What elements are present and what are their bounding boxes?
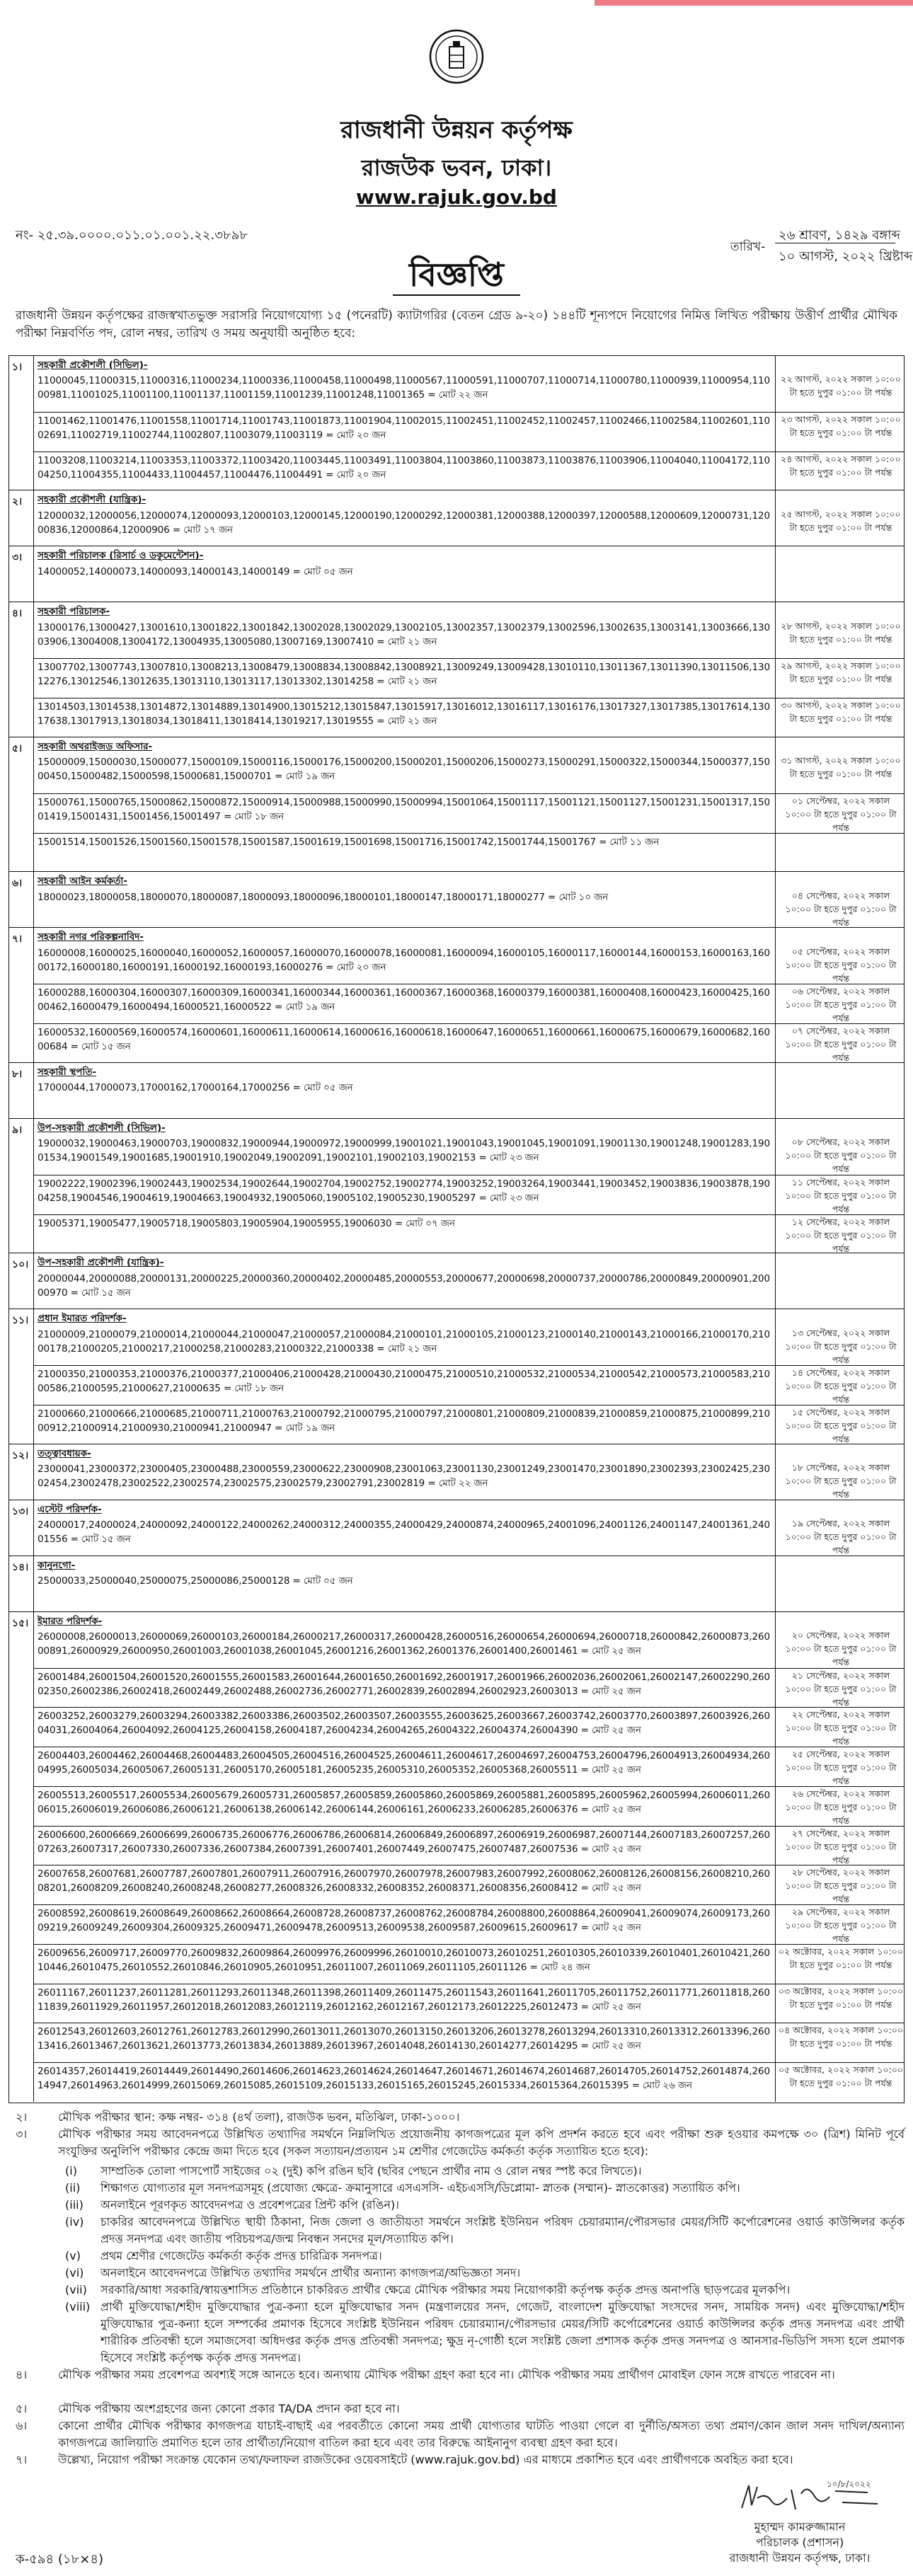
interview-date-time: ২৫ আগস্ট, ২০২২ সকাল ১০:০০ টা হতে দুপুর ০১:০০ টা পর্যন্ত — [781, 508, 901, 533]
post-title: এস্টেট পরিদর্শক- — [38, 1503, 102, 1515]
roll-numbers: 16000008,16000025,16000040,16000052,16000057,16000070,16000078,16000081,16000094,16000105,16000117,16000144,16000153,16000163,16000172,16000180,16000191,16000192,16000193,16000276 = মোট ২০ জন — [38, 947, 770, 973]
schedule-row — [33, 1214, 904, 1254]
interview-date-time: ০৫ অক্টোবর, ২০২২ সকাল ১০:০০ টা হতে দুপুর ০১:০০ টা পর্যন্ত — [778, 2064, 904, 2089]
schedule-row — [33, 1079, 904, 1119]
schedule-row — [33, 1326, 904, 1366]
post-title: উপ-সহকারী প্রকৌশলী (সিভিল)- — [38, 1122, 166, 1134]
schedule-row — [33, 1023, 904, 1063]
interview-date-time: ২১ সেপ্টেম্বর, ২০২২ সকাল ১০:০০ টা হতে দুপুর ০১:০০ টা পর্যন্ত — [785, 1669, 897, 1708]
org-website-link[interactable]: www.rajuk.gov.bd — [356, 185, 557, 209]
item-text: প্রার্থী মুক্তিযোদ্ধা/শহীদ মুক্তিযোদ্ধার পুত্র-কন্যা হলে মুক্তিযোদ্ধার সনদ (মন্ত্রণালয়ের সনদ, গেজেট, বাংলাদেশ মুক্তিযোদ্ধা সংসদের সনদ, সাময়িক সনদ) এবং মুক্তিযোদ্ধা/শহীদ মুক্তিযোদ্ধার পুত্র-কন্যা হলে সম্পর্কের প্রমাণক হিসেবে সংশ্লিষ্ট ইউনিয়ন পরিষদ চেয়ারম্যান/পৌরসভার মেয়র/সিটি কর্পোরেশনের ওয়ার্ড কাউন্সিলর কর্তৃক প্রদত্ত সনদপত্র এবং প্রার্থী শারীরিক প্রতিবন্ধী হলে সমাজসেবা অধিদপ্তর কর্তৃক প্রদত্ত প্রতিবন্ধী সনদপত্র; ক্ষুদ্র নৃ-গোষ্ঠী হলে সংশ্লিষ্ট জেলা প্রশাসক কর্তৃক প্রদত্ত সনদপত্র ও আনসার-ভিডিপি সদস্য হলে প্রমাণক হিসেবে সংশ্লিষ্ট কর্তৃপক্ষ কর্তৃক প্রদত্ত সনদপত্র। — [101, 2300, 905, 2364]
roll-numbers: 15000009,15000030,15000077,15000109,15000116,15000176,15000200,15000201,15000206,15000273,15000291,15000322,15000344,15000377,15000450,15000482,15000598,15000681,15000701 = মোট ১৯ জন — [38, 757, 770, 783]
roll-numbers: 21000009,21000079,21000014,21000044,21000047,21000057,21000084,21000101,21000105,21000123,21000140,21000143,21000166,21000170,21000178,21000205,21000217,21000258,21000283,21000322,21000338 = মোট ২১ জন — [38, 1328, 770, 1355]
item-number: (iii) — [65, 2198, 84, 2212]
group-number: ৪। — [12, 608, 23, 620]
roll-numbers: 23000041,23000372,23000405,23000488,23000559,23000622,23000908,23001063,23001130,23001249,23001470,23001890,23002393,23002425,23002454,23002478,23002522,23002574,23002575,23002579,23002791,23002819 = মোট ২২ জন — [38, 1464, 770, 1490]
post-title: সহকারী অথরাইজড অফিসার- — [38, 740, 153, 752]
roll-numbers: 21000660,21000666,21000685,21000711,21000763,21000792,21000795,21000797,21000801,21000809,21000839,21000859,21000875,21000899,21000912,21000914,21000930,21000941,21000947 = মোট ১৯ জন — [38, 1408, 770, 1434]
group-number: ১৫। — [12, 1617, 29, 1629]
interview-date-time: ১৪ সেপ্টেম্বর, ২০২২ সকাল ১০:০০ টা হতে দুপুর ০১:০০ টা পর্যন্ত — [785, 1367, 897, 1405]
schedule-row — [33, 754, 904, 793]
org-building: রাজউক ভবন, ঢাকা। — [361, 154, 552, 181]
interview-date-time: ২৯ সেপ্টেম্বর, ২০২২ সকাল ১০:০০ টা হতে দুপুর ০১:০০ টা পর্যন্ত — [785, 1907, 897, 1945]
post-group — [9, 872, 904, 928]
item-text: মৌখিক পরীক্ষার সময় আবেদনপত্রে উল্লিখিত তথ্যাদির সমর্থনে নিম্নলিখিত প্রয়োজনীয় কাগজপত্রের মূল কপি প্রদর্শন করতে হবে এবং পরীক্ষা শুরু হওয়ার কমপক্ষে ৩০ (ত্রিশ) মিনিট পূর্বে সংযুক্তির অনুলিপি পরীক্ষার কেন্দ্রে জমা দিতে হবে (সকল সত্যায়ন/প্রত্যয়ন ১ম শ্রেণীর গেজেটেড কর্মকর্তা কর্তৃক সত্যায়িত হতে হবে): — [58, 2127, 905, 2158]
schedule-row — [33, 1904, 904, 1944]
schedule-row — [33, 1405, 904, 1444]
schedule-row — [33, 658, 904, 698]
group-number: ৬। — [12, 878, 23, 890]
post-title: সহকারী প্রকৌশলী (যান্ত্রিক)- — [38, 494, 147, 506]
roll-numbers: 13014503,13014538,13014872,13014889,13014900,13015212,13015847,13015917,13016012,13016117,13016176,13017327,13017385,13017614,13017638,13017913,13018034,13018411,13018414,13019217,13019555 = মোট ২১ জন — [38, 701, 770, 728]
interview-date-time: ০৪ অক্টোবর, ২০২২ সকাল ১০:০০ টা হতে দুপুর ০১:০০ টা পর্যন্ত — [778, 2025, 904, 2049]
group-number: ১০। — [12, 1259, 29, 1271]
group-number: ১। — [12, 362, 23, 373]
schedule-row — [33, 452, 904, 491]
item-number: (iv) — [65, 2215, 84, 2229]
post-group — [9, 1253, 904, 1309]
item-text: সাম্প্রতিক তোলা পাসপোর্ট সাইজের ০২ (দুই) কপি রঙিন ছবি (ছবির পেছনে প্রার্থীর নাম ও রোল নম্বর স্পষ্ট করে লিখতে)। — [101, 2164, 642, 2178]
item-number: (vi) — [65, 2266, 84, 2279]
roll-numbers: 26008592,26008619,26008649,26008662,26008664,26008728,26008737,26008762,26008784,26008800,26008864,26009041,26009074,26009173,26009219,26009249,26009304,26009325,26009471,26009478,26009513,26009538,26009587,26009615,26009617 = মোট ২৫ জন — [38, 1908, 770, 1934]
post-title: প্রধান ইমারত পরিদর্শক- — [38, 1313, 127, 1325]
interview-date-time: ২৩ আগস্ট, ২০২২ সকাল ১০:০০ টা হতে দুপুর ০১:০০ টা পর্যন্ত — [781, 413, 901, 438]
roll-numbers: 26009656,26009717,26009770,26009832,26009864,26009976,26009996,26010010,26010073,26010251,26010305,26010339,26010401,26010421,26010446,26010475,26010552,26010846,26010905,26010951,26011007,26011069,26011105,26011126 = মোট ২৪ জন — [38, 1947, 770, 1973]
schedule-row — [33, 2062, 904, 2102]
memo-number: নং- ২৫.৩৯.০০০০.০১১.০১.০০১.২২.৩৮৯৮ — [16, 228, 248, 243]
item-text: প্রথম শ্রেণীর গেজেটেড কর্মকর্তা কর্তৃক প্রদত্ত চারিত্রিক সনদপত্র। — [101, 2249, 382, 2262]
item-number: (v) — [65, 2249, 81, 2262]
interview-date-time: ২২ সেপ্টেম্বর, ২০২২ সকাল ১০:০০ টা হতে দুপুর ০১:০০ টা পর্যন্ত — [785, 1709, 897, 1747]
interview-date-time: ০৫ সেপ্টেম্বর, ২০২২ সকাল ১০:০০ টা হতে দুপুর ০১:০০ টা পর্যন্ত — [785, 945, 897, 984]
roll-numbers: 25000033,25000040,25000075,25000086,25000128 = মোট ০৫ জন — [38, 1575, 353, 1587]
group-number: ১১। — [12, 1315, 29, 1327]
roll-numbers: 24000017,24000024,24000092,24000122,24000262,24000312,24000355,24000429,24000874,24000965,24001096,24001126,24001147,24001361,24001556 = মোট ১৫ জন — [38, 1519, 770, 1545]
schedule-row — [33, 2023, 904, 2062]
schedule-row — [33, 945, 904, 984]
roll-numbers: 14000052,14000073,14000093,14000143,14000149 = মোট ০৫ জন — [38, 565, 353, 577]
roll-numbers: 13007702,13007743,13007810,13008213,13008479,13008834,13008842,13008921,13009249,13009428,13010110,13011367,13011390,13011506,13012276,13012546,13012635,13013110,13013117,13013302,13014258 = মোট ২১ জন — [38, 662, 770, 688]
roll-numbers: 21000350,21000353,21000376,21000377,21000406,21000428,21000430,21000475,21000510,21000532,21000534,21000542,21000573,21000583,21000586,21000595,21000627,21000635 = মোট ১৮ জন — [38, 1369, 770, 1395]
roll-numbers: 26004403,26004462,26004468,26004483,26004505,26004516,26004525,26004611,26004617,26004697,26004753,26004796,26004913,26004934,26004995,26005034,26005067,26005131,26005170,26005181,26005235,26005310,26005352,26005368,26005511 = মোট ২৫ জন — [38, 1750, 770, 1776]
date-label: তারিখ- — [730, 240, 766, 254]
schedule-row — [33, 1786, 904, 1826]
schedule-row — [33, 619, 904, 659]
group-number: ৭। — [12, 933, 23, 945]
date-bangla: ২৬ শ্রাবণ, ১৪২৯ বঙ্গাব্দ — [779, 228, 901, 243]
schedule-row — [33, 1984, 904, 2023]
item-text: মৌখিক পরীক্ষার সময় প্রবেশপত্র অবশ্যই সঙ্গে আনতে হবে। অন্যথায় মৌখিক পরীক্ষা গ্রহণ করা হবে না। মৌখিক পরীক্ষার সময় প্রার্থীগণ মোবাইল ফোন সঙ্গে রাখতে পারবেন না। — [58, 2368, 835, 2381]
roll-numbers: 26012543,26012603,26012761,26012783,26012990,26013011,26013070,26013150,26013206,26013278,26013294,26013310,26013312,26013396,26013416,26013467,26013621,26013773,26013834,26013889,26013967,26014048,26014130,26014277,26014295 = মোট ২৫ জন — [38, 2026, 770, 2052]
schedule-row — [33, 372, 904, 412]
roll-numbers: 18000023,18000058,18000070,18000087,18000093,18000096,18000101,18000147,18000171,18000277 = মোট ১০ জন — [38, 891, 609, 903]
schedule-row — [33, 507, 904, 547]
roll-numbers: 19005371,19005477,19005718,19005803,19005904,19005955,19006030 = মোট ০৭ জন — [38, 1217, 455, 1229]
post-title: সহকারী প্রকৌশলী (সিভিল)- — [38, 360, 148, 371]
post-title: সহকারী আইন কর্মকর্তা- — [38, 875, 127, 887]
item-text: চাকরির আবেদনপত্রে উল্লিখিত স্থায়ী ঠিকানা, নিজ জেলা ও জাতীয়তা সমর্থনে সংশ্লিষ্ট ইউনিয়ন পরিষদ চেয়ারম্যান/পৌরসভার মেয়র/সিটি কর্পোরেশনের ওয়ার্ড কাউন্সিলর কর্তৃক প্রদত্ত সনদপত্র এবং জাতীয় পরিচয়পত্র/জন্ম নিবন্ধন সনদের মূল/সত্যায়িত কপি। — [101, 2215, 905, 2246]
roll-numbers: 19002222,19002396,19002443,19002534,19002644,19002704,19002752,19002774,19003252,19003264,19003441,19003452,19003836,19003878,19004258,19004546,19004619,19004663,19004932,19005060,19005102,19005230,19005297 = মোট ২৩ জন — [38, 1178, 770, 1204]
item-number: ২। — [16, 2110, 28, 2124]
item-number: (viii) — [65, 2300, 91, 2313]
signatory-org: রাজধানী উন্নয়ন কর্তৃপক্ষ, ঢাকা। — [729, 2551, 871, 2565]
group-number: ৮। — [12, 1068, 23, 1080]
item-number: (i) — [65, 2164, 77, 2178]
post-group — [9, 1500, 904, 1556]
item-number: (ii) — [65, 2181, 81, 2195]
schedule-row — [33, 984, 904, 1023]
interview-date-time: ৩১ আগস্ট, ২০২২ সকাল ১০:০০ টা হতে দুপুর ০১:০০ টা পর্যন্ত — [781, 755, 901, 780]
roll-numbers: 26007658,26007681,26007787,26007801,26007911,26007916,26007970,26007978,26007983,26007992,26008062,26008126,26008156,26008210,26008201,26008209,26008240,26008248,26008277,26008326,26008332,26008352,26008371,26008356,26008412 = মোট ২৫ জন — [38, 1868, 770, 1894]
interview-date-time: ০৪ সেপ্টেম্বর, ২০২২ সকাল ১০:০০ টা হতে দুপুর ০১:০০ টা পর্যন্ত — [785, 890, 897, 928]
post-group — [9, 356, 904, 490]
post-title: সহকারী নগর পরিকল্পনাবিদ- — [38, 931, 144, 943]
roll-numbers: 11001462,11001476,11001558,11001714,11001743,11001873,11001904,11002015,11002451,11002452,11002457,11002466,11002584,11002601,11002691,11002719,11002744,11002807,11003079,11003119 = মোট ২০ জন — [38, 415, 770, 441]
signature — [736, 2477, 885, 2522]
roll-numbers: 26006600,26006669,26006699,26006735,26006776,26006786,26006814,26006849,26006897,26006919,26006987,26007144,26007183,26007257,26007263,26007317,26007330,26007336,26007384,26007391,26007401,26007449,26007475,26007487,26007536 = মোট ২৫ জন — [38, 1829, 770, 1855]
item-number: (vii) — [65, 2283, 87, 2296]
group-number: ৩। — [12, 552, 23, 564]
post-group — [9, 490, 904, 546]
interview-date-time: ২৭ সেপ্টেম্বর, ২০২২ সকাল ১০:০০ টা হতে দুপুর ০১:০০ টা পর্যন্ত — [785, 1827, 897, 1865]
signatory-name: মুহাম্মদ কামরুজ্জামান — [754, 2520, 846, 2534]
schedule-row — [33, 1826, 904, 1865]
item-text: কোনো প্রার্থীর মৌখিক পরীক্ষার কাগজপত্র যাচাই-বাছাই এর পরবর্তীতে কোনো সময় প্রার্থী যোগ্যতার ঘাটতি পাওয়া গেলে বা দুর্নীতি/অসত্য তথ্য প্রমাণ/কোন জাল সনদ দাখিল/অন্যান্য কাগজপত্রে জালিয়াতি প্রমাণিত হলে তার প্রার্থীতা/নিয়োগ বাতিল করা হবে এবং তার বিরুদ্ধে আইনানুগ ব্যবস্থা গ্রহণ করা হবে। — [58, 2419, 905, 2449]
interview-date-time: ২৫ সেপ্টেম্বর, ২০২২ সকাল ১০:০০ টা হতে দুপুর ০১:০০ টা পর্যন্ত — [785, 1749, 897, 1787]
roll-numbers: 26001484,26001504,26001520,26001555,26001583,26001644,26001650,26001692,26001917,26001966,26002036,26002061,26002147,26002290,26002350,26002386,26002418,26002449,26002488,26002736,26002771,26002839,26002894,26002923,26003013 = মোট ২৫ জন — [38, 1671, 770, 1697]
interview-date-time: ০১ সেপ্টেম্বর, ২০২২ সকাল ১০:০০ টা হতে দুপুর ০১:০০ টা পর্যন্ত — [785, 795, 897, 833]
schedule-row — [33, 1365, 904, 1405]
schedule-row — [33, 412, 904, 452]
item-number: ৪। — [16, 2368, 28, 2381]
interview-date-time: ০৮ সেপ্টেম্বর, ২০২২ সকাল ১০:০০ টা হতে দুপুর ০১:০০ টা পর্যন্ত — [785, 1137, 897, 1175]
item-number: ৩। — [16, 2127, 28, 2141]
interview-date-time: ২২ আগস্ট, ২০২২ সকাল ১০:০০ টা হতে দুপুর ০১:০০ টা পর্যন্ত — [781, 374, 901, 398]
schedule-row — [33, 698, 904, 737]
schedule-row — [33, 1461, 904, 1500]
rajuk-emblem-icon — [428, 28, 485, 85]
roll-numbers: 11003208,11003214,11003353,11003372,11003420,11003445,11003491,11003804,11003860,11003873,11003876,11003906,11004040,11004172,11004250,11004355,11004433,11004457,11004476,11004491 = মোট ২০ জন — [38, 454, 770, 481]
post-title: তত্ত্বাবধায়ক- — [38, 1447, 91, 1459]
post-group — [9, 602, 904, 737]
item-text: উল্লেখ্য, নিয়োগ পরীক্ষা সংক্রান্ত যেকোন তথ্য/ফলাফল রাজউকের ওয়েবসাইটে (www.rajuk.gov.bd) এর মাধ্যমে প্রকাশিত হবে এবং প্রার্থীগণকে অবহিত করা হবে। — [58, 2453, 793, 2466]
title-underline — [393, 294, 520, 296]
item-number: ৭। — [16, 2453, 28, 2466]
notice-title: বিজ্ঞপ্তি — [409, 255, 504, 294]
post-group — [9, 737, 904, 872]
post-group — [9, 1119, 904, 1253]
item-text: মৌখিক পরীক্ষার স্থান: কক্ষ নম্বর- ৩১৪ (৪র্থ তলা), রাজউক ভবন, মতিঝিল, ঢাকা-১০০০। — [58, 2110, 460, 2124]
interview-date-time: ০৬ সেপ্টেম্বর, ২০২২ সকাল ১০:০০ টা হতে দুপুর ০১:০০ টা পর্যন্ত — [785, 986, 897, 1024]
schedule-row — [33, 1865, 904, 1904]
roll-numbers: 26011167,26011237,26011281,26011293,26011348,26011398,26011409,26011475,26011543,26011641,26011705,26011752,26011771,26011818,26011839,26011929,26011957,26012018,26012083,26012119,26012162,26012167,26012173,26012225,26012473 = মোট ২৫ জন — [38, 1986, 770, 2013]
post-group — [9, 1556, 904, 1612]
schedule-row — [33, 889, 904, 928]
date-gregorian: ১০ আগস্ট, ২০২২ খ্রিষ্টাব্দ — [779, 249, 913, 264]
group-number: ১৪। — [12, 1561, 29, 1573]
roll-numbers: 13000176,13000427,13001610,13001822,13001842,13002028,13002029,13002105,13002357,13002379,13002596,13002635,13003141,13003666,13003906,13004008,13004172,13004935,13005080,13007169,13007410 = মোট ২১ জন — [38, 621, 770, 648]
roll-numbers: 20000044,20000088,20000131,20000225,20000360,20000402,20000485,20000553,20000677,20000698,20000737,20000786,20000849,20000901,20000970 = মোট ১৫ জন — [38, 1272, 770, 1299]
schedule-row — [33, 1668, 904, 1708]
interview-date-time: ১৯ সেপ্টেম্বর, ২০২২ সকাল ১০:০০ টা হতে দুপুর ০১:০০ টা পর্যন্ত — [785, 1518, 897, 1556]
post-group — [9, 1063, 904, 1119]
schedule-row — [33, 1572, 904, 1612]
item-number: ৬। — [16, 2419, 28, 2432]
roll-numbers: 19000032,19000463,19000703,19000832,19000944,19000972,19000999,19001021,19001043,19001045,19001091,19001130,19001248,19001283,19001534,19001549,19001685,19001910,19002049,19002091,19002101,19002103,19002153 = মোট ২৩ জন — [38, 1138, 770, 1164]
roll-numbers: 15001514,15001526,15001560,15001578,15001587,15001619,15001698,15001716,15001742,15001744,15001767 = মোট ১১ জন — [38, 836, 660, 848]
post-group — [9, 1309, 904, 1444]
schedule-row — [33, 1270, 904, 1310]
roll-numbers: 17000044,17000073,17000162,17000164,17000256 = মোট ০৫ জন — [38, 1082, 353, 1094]
roll-numbers: 26003252,26003279,26003294,26003382,26003386,26003502,26003507,26003555,26003625,26003667,26003742,26003770,26003897,26003926,26004031,26004064,26004092,26004125,26004158,26004187,26004234,26004265,26004322,26004374,26004390 = মোট ২৫ জন — [38, 1710, 770, 1737]
item-number: ৫। — [16, 2402, 28, 2415]
post-group — [9, 1612, 904, 2102]
interview-date-time: ১২ সেপ্টেম্বর, ২০২২ সকাল ১০:০০ টা হতে দুপুর ০১:০০ টা পর্যন্ত — [785, 1216, 897, 1254]
interview-date-time: ০৭ সেপ্টেম্বর, ২০২২ সকাল ১০:০০ টা হতে দুপুর ০১:০০ টা পর্যন্ত — [785, 1025, 897, 1064]
roll-numbers: 26014357,26014419,26014449,26014490,26014606,26014623,26014624,26014647,26014671,26014674,26014687,26014705,26014752,26014874,26014947,26014963,26014999,26015069,26015085,26015109,26015133,26015165,26015245,26015334,26015364,26015395 = মোট ২৬ জন — [38, 2066, 770, 2092]
schedule-row — [33, 1628, 904, 1668]
interview-date-time: ০৩ অক্টোবর, ২০২২ সকাল ১০:০০ টা হতে দুপুর ০১:০০ টা পর্যন্ত — [778, 1985, 904, 2010]
schedule-row — [33, 1707, 904, 1747]
interview-date-time: ২৪ আগস্ট, ২০২২ সকাল ১০:০০ টা হতে দুপুর ০১:০০ টা পর্যন্ত — [781, 453, 901, 478]
item-text: অনলাইনে আবেদনপত্রে উল্লিখিত তথ্যাদির সমর্থনে প্রার্থীর অন্যান্য কাগজপত্র/অভিজ্ঞতা সনদ। — [101, 2266, 521, 2279]
interview-date-time: ২৬ সেপ্টেম্বর, ২০২২ সকাল ১০:০০ টা হতে দুপুর ০১:০০ টা পর্যন্ত — [785, 1788, 897, 1826]
roll-numbers: 26005513,26005517,26005534,26005679,26005731,26005857,26005859,26005860,26005869,26005881,26005895,26005962,26005994,26006011,26006015,26006019,26006086,26006121,26006138,26006142,26006144,26006161,26006233,26006285,26006376 = মোট ২৫ জন — [38, 1789, 770, 1815]
group-number: ১২। — [12, 1449, 29, 1461]
item-text: সরকারি/আধা সরকারি/স্বায়ত্তশাসিত প্রতিষ্ঠানে চাকরিরত প্রার্থীর ক্ষেত্রে মৌখিক পরীক্ষার সময় নিয়োগকারী কর্তৃপক্ষ কর্তৃক প্রদত্ত অনাপত্তি ছাড়পত্রের মূলকপি। — [101, 2283, 791, 2296]
post-title: সহকারী স্থপতি- — [38, 1066, 97, 1078]
interview-date-time: ২৮ আগস্ট, ২০২২ সকাল ১০:০০ টা হতে দুপুর ০১:০০ টা পর্যন্ত — [781, 620, 901, 645]
schedule-row — [33, 563, 904, 603]
group-number: ২। — [12, 496, 23, 508]
roll-numbers: 11000045,11000315,11000316,11000234,11000336,11000458,11000498,11000567,11000591,11000707,11000714,11000780,11000939,11000954,11000981,11001025,11001100,11001137,11001159,11001239,11001248,11001365 = মোট ২২ জন — [38, 375, 770, 401]
roll-numbers: 26000008,26000013,26000069,26000103,26000184,26000217,26000317,26000428,26000516,26000654,26000694,26000718,26000842,26000873,26000891,26000929,26000950,26001003,26001038,26001045,26001216,26001362,26001376,26001400,26001461 = মোট ২৫ জন — [38, 1631, 770, 1657]
interview-date-time: ১৮ সেপ্টেম্বর, ২০২২ সকাল ১০:০০ টা হতে দুপুর ০১:০০ টা পর্যন্ত — [785, 1462, 897, 1500]
interview-date-time: ১১ সেপ্টেম্বর, ২০২২ সকাল ১০:০০ টা হতে দুপুর ০১:০০ টা পর্যন্ত — [785, 1176, 897, 1214]
schedule-row — [33, 1944, 904, 1984]
roll-numbers: 12000032,12000056,12000074,12000093,12000103,12000145,12000190,12000292,12000381,12000388,12000397,12000588,12000609,12000731,12000836,12000864,12000906 = মোট ১৭ জন — [38, 510, 770, 536]
signatory-designation: পরিচালক (প্রশাসন) — [755, 2536, 844, 2549]
schedule-row — [33, 1747, 904, 1786]
top-accent-bar — [595, 0, 913, 6]
schedule-row — [33, 1175, 904, 1214]
schedule-row — [33, 793, 904, 833]
post-title: সহকারী পরিচালক- — [38, 606, 110, 618]
interview-date-time: ০২ অক্টোবর, ২০২২ সকাল ১০:০০ টা হতে দুপুর ০১:০০ টা পর্যন্ত — [778, 1945, 904, 1970]
roll-numbers: 16000532,16000569,16000574,16000601,16000611,16000614,16000616,16000618,16000647,16000651,16000661,16000675,16000679,16000682,16000684 = মোট ১৫ জন — [38, 1027, 770, 1053]
interview-date-time: ১৫ সেপ্টেম্বর, ২০২২ সকাল ১০:০০ টা হতে দুপুর ০১:০০ টা পর্যন্ত — [785, 1407, 897, 1445]
group-number: ১৩। — [12, 1505, 29, 1517]
interview-date-time: ২৮ সেপ্টেম্বর, ২০২২ সকাল ১০:০০ টা হতে দুপুর ০১:০০ টা পর্যন্ত — [785, 1867, 897, 1905]
interview-date-time: ২৯ আগস্ট, ২০২২ সকাল ১০:০০ টা হতে দুপুর ০১:০০ টা পর্যন্ত — [781, 660, 901, 685]
roll-numbers: 16000288,16000304,16000307,16000309,16000341,16000344,16000361,16000367,16000368,16000379,16000381,16000408,16000423,16000425,16000462,16000479,16000494,16000521,16000522 = মোট ১৯ জন — [38, 987, 770, 1013]
org-name: রাজধানী উন্নয়ন কর্তৃপক্ষ — [340, 116, 573, 144]
schedule-row — [33, 1135, 904, 1175]
post-group — [9, 546, 904, 602]
svg-text:১০/৮/২০২২: ১০/৮/২০২২ — [827, 2479, 871, 2489]
schedule-row — [33, 833, 904, 873]
schedule-row — [33, 1517, 904, 1556]
post-title: কানুনগো- — [38, 1559, 76, 1571]
item-text: শিক্ষাগত যোগ্যতার মূল সনদপত্রসমূহ (প্রযোজ্য ক্ষেত্রে- ক্রমানুসারে এসএসসি- এইচএসসি/ডিপ্লোমা- স্নাতক (সম্মান)- স্নাতকোত্তর) সত্যায়িত কপি। — [101, 2181, 740, 2195]
item-text: মৌখিক পরীক্ষায় অংশগ্রহণের জন্য কোনো প্রকার TA/DA প্রদান করা হবে না। — [58, 2402, 400, 2415]
post-title: সহকারী পরিচালক (রিসার্চ ও ডকুমেন্টেশন)- — [38, 550, 204, 562]
roll-numbers: 15000761,15000765,15000862,15000872,15000914,15000988,15000990,15000994,15001064,15001117,15001121,15001127,15001231,15001317,15001419,15001431,15001456,15001497 = মোট ১৮ জন — [38, 796, 770, 822]
interview-date-time: ১৩ সেপ্টেম্বর, ২০২২ সকাল ১০:০০ টা হতে দুপুর ০১:০০ টা পর্যন্ত — [785, 1327, 897, 1365]
schedule-table — [8, 355, 905, 2103]
group-number: ৫। — [12, 742, 23, 754]
footer-reference: ক-৫৯৪ (১৮×৪) — [16, 2552, 104, 2567]
post-group — [9, 1444, 904, 1500]
group-number: ৯। — [12, 1124, 23, 1136]
post-title: ইমারত পরিদর্শক- — [38, 1615, 103, 1627]
interview-date-time: ২০ সেপ্টেম্বর, ২০২২ সকাল ১০:০০ টা হতে দুপুর ০১:০০ টা পর্যন্ত — [785, 1629, 897, 1667]
interview-date-time: ৩০ আগস্ট, ২০২২ সকাল ১০:০০ টা হতে দুপুর ০১:০০ টা পর্যন্ত — [781, 700, 901, 725]
post-group — [9, 928, 904, 1062]
intro-paragraph: রাজধানী উন্নয়ন কর্তৃপক্ষের রাজস্বখাতভুক্ত সরাসরি নিয়োগযোগ্য ১৫ (পনেরটি) ক্যাটাগরির (বেতন গ্রেড ৯-২০) ১৪৪টি শূন্যপদে নিয়োগের নিমিত্ত লিখিত পরীক্ষায় উত্তীর্ণ প্রার্থীর মৌখিক পরীক্ষা নিম্নবর্ণিত পদ, রোল নম্বর, তারিখ ও সময় অনুযায়ী অনুষ্ঠিত হবে: — [16, 309, 897, 340]
item-text: অনলাইনে পূরণকৃত আবেদনপত্র ও প্রবেশপত্রের প্রিন্ট কপি (রঙিন)। — [101, 2198, 399, 2212]
post-title: উপ-সহকারী প্রকৌশলী (যান্ত্রিক)- — [38, 1257, 164, 1269]
